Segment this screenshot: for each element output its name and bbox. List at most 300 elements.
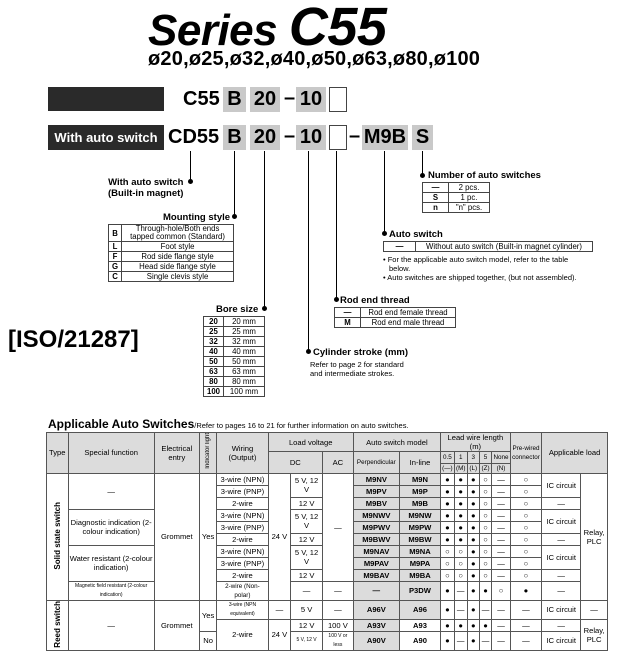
header-lead: Lead wire length (m) xyxy=(440,433,510,452)
auto-switch-value: Without auto switch (Built-in magnet cylinder) xyxy=(416,242,593,252)
lead-cell: ● xyxy=(467,569,479,581)
mount-value: Through-hole/Both ends tapped common (Standard) xyxy=(122,225,234,242)
lead-cell: — xyxy=(479,600,491,619)
table-row xyxy=(109,272,234,282)
lead-cell: ○ xyxy=(479,509,491,521)
code2-dash2: – xyxy=(349,125,361,147)
lead-cell: ● xyxy=(440,600,454,619)
code2-bore: 20 xyxy=(250,125,280,150)
load-relay: Relay, PLC xyxy=(581,619,608,650)
lead-cell: — xyxy=(492,473,511,485)
bore-value: 50 mm xyxy=(224,357,265,367)
leader-dot xyxy=(188,179,193,184)
special-cell: Diagnostic indication (2-colour indication) xyxy=(68,509,154,545)
dc-cell: — xyxy=(291,581,323,600)
leader-line xyxy=(336,151,337,299)
bore-value: 100 mm xyxy=(224,387,265,397)
dc-cell: 5 V, 12 V xyxy=(291,473,323,497)
iso-standard: [ISO/21287] xyxy=(8,326,139,353)
lead-cell: ● xyxy=(479,619,491,631)
indicator-yes: Yes xyxy=(199,473,216,600)
mount-key: C xyxy=(109,272,122,282)
code2-mount: B xyxy=(223,125,246,150)
table-row xyxy=(109,252,234,262)
mount-key: L xyxy=(109,242,122,252)
leader-dot xyxy=(382,231,387,236)
bore-size-table xyxy=(203,316,265,397)
series-title xyxy=(148,0,387,57)
ac-cell: — xyxy=(322,600,353,619)
switch-count-table xyxy=(422,182,490,213)
prewired-cell: ● xyxy=(510,581,541,600)
model-perp: A96V xyxy=(353,600,399,619)
model-inline: A90 xyxy=(399,631,440,650)
special-cell: Magnetic field resistant (2-colour indication) xyxy=(68,581,154,600)
lead-cell: ○ xyxy=(479,569,491,581)
lead-cell: — xyxy=(492,521,511,533)
lead-cell: ● xyxy=(467,631,479,650)
note-line: and intermediate strokes. xyxy=(310,369,395,378)
header-l05: 0.5 xyxy=(440,452,454,464)
code1-stroke: 10 xyxy=(296,87,326,112)
lead-cell: — xyxy=(492,619,511,631)
bore-key: 40 xyxy=(204,347,224,357)
count-value: "n" pcs. xyxy=(449,203,490,213)
mount-key: F xyxy=(109,252,122,262)
lead-cell: ● xyxy=(440,631,454,650)
lead-cell: — xyxy=(492,545,511,557)
model-perp: A90V xyxy=(353,631,399,650)
lead-cell: ○ xyxy=(454,545,467,557)
header-special: Special function xyxy=(68,433,154,474)
dc-cell: 12 V xyxy=(291,497,323,509)
wiring-cell: 2-wire (Non-polar) xyxy=(217,581,268,600)
model-inline: P3DW xyxy=(399,581,440,600)
note-line: Refer to page 2 for standard xyxy=(310,360,404,369)
lead-cell: — xyxy=(492,485,511,497)
ac-cell: — xyxy=(322,581,353,600)
prewired-cell: ○ xyxy=(510,545,541,557)
model-perp: M9NV xyxy=(353,473,399,485)
lead-cell: ○ xyxy=(479,521,491,533)
header-prewired: Pre-wired connector xyxy=(510,433,541,474)
code2-stroke: 10 xyxy=(296,125,326,150)
header-load-voltage: Load voltage xyxy=(268,433,353,452)
auto-switch-title: Auto switch xyxy=(389,229,443,240)
type-reed-cell xyxy=(47,600,69,650)
wiring-cell: 3-wire (NPN) xyxy=(217,509,268,521)
header-ac: AC xyxy=(322,452,353,474)
wiring-cell: 3-wire (NPN) xyxy=(217,473,268,485)
table-row xyxy=(47,600,608,619)
dc-24v: 24 V xyxy=(268,619,291,650)
lead-cell: ● xyxy=(440,619,454,631)
lead-cell: — xyxy=(454,631,467,650)
table-row xyxy=(204,377,265,387)
model-inline: M9NA xyxy=(399,545,440,557)
model-inline: M9NW xyxy=(399,509,440,521)
load-relay: Relay, PLC xyxy=(581,473,608,600)
mount-value: Rod side flange style xyxy=(122,252,234,262)
table-row xyxy=(109,242,234,252)
load-ic: IC circuit xyxy=(542,509,581,533)
lead-cell: — xyxy=(492,600,511,619)
table-row xyxy=(204,347,265,357)
ac-cell: 100 V xyxy=(322,619,353,631)
table-row xyxy=(423,203,490,213)
built-in-magnet-label xyxy=(108,177,183,199)
lead-cell: ● xyxy=(467,533,479,545)
bore-value: 25 mm xyxy=(224,327,265,337)
wiring-cell: 2-wire xyxy=(217,497,268,509)
bore-key: 80 xyxy=(204,377,224,387)
bore-value: 20 mm xyxy=(224,317,265,327)
lead-cell: — xyxy=(492,569,511,581)
table-row xyxy=(109,262,234,272)
header-perpendicular: Perpendicular xyxy=(353,452,399,474)
lead-cell: ○ xyxy=(479,545,491,557)
dc-cell: 5 V, 12 V xyxy=(291,631,323,650)
table-row xyxy=(47,473,608,485)
header-indicator xyxy=(199,433,216,474)
series-name: C55 xyxy=(288,0,387,57)
mounting-style-title: Mounting style xyxy=(163,212,231,223)
lead-cell: ● xyxy=(467,600,479,619)
with-auto-switch-badge: With auto switch xyxy=(48,125,164,150)
stroke-notes xyxy=(310,360,404,378)
code1-dash: – xyxy=(284,87,296,109)
code1-bore: 20 xyxy=(250,87,280,112)
note-line: • For the applicable auto switch model, refer to the table xyxy=(383,255,569,264)
lead-cell: ● xyxy=(467,557,479,569)
lead-cell: ○ xyxy=(479,533,491,545)
count-key: S xyxy=(423,193,449,203)
mount-key: G xyxy=(109,262,122,272)
blank-badge xyxy=(48,87,164,111)
prewired-cell: ○ xyxy=(510,569,541,581)
prewired-cell: ○ xyxy=(510,509,541,521)
wiring-cell: 3-wire (PNP) xyxy=(217,485,268,497)
mount-value: Single clevis style xyxy=(122,272,234,282)
header-l5-suffix: (Z) xyxy=(479,463,491,473)
bore-value: 32 mm xyxy=(224,337,265,347)
auto-switch-key: — xyxy=(384,242,416,252)
dc-cell: 5 V, 12 V xyxy=(291,509,323,533)
header-l3-suffix: (L) xyxy=(467,463,479,473)
load-ic: IC circuit xyxy=(542,545,581,569)
prewired-cell: ○ xyxy=(510,473,541,485)
lead-cell: — xyxy=(492,631,511,650)
load-dash: — xyxy=(542,619,581,631)
entry-grommet: Grommet xyxy=(154,473,199,600)
wiring-cell: 3-wire (PNP) xyxy=(217,521,268,533)
entry-grommet: Grommet xyxy=(154,600,199,650)
leader-line xyxy=(422,151,423,175)
header-dc: DC xyxy=(268,452,322,474)
lead-cell: — xyxy=(492,533,511,545)
header-entry: Electrical entry xyxy=(154,433,199,474)
lead-cell: ○ xyxy=(440,557,454,569)
load-ic: IC circuit xyxy=(542,631,581,650)
switch-table-ref: /Refer to pages 16 to 21 for further information on auto switches. xyxy=(194,421,409,430)
code2-dash1: – xyxy=(284,125,296,147)
model-inline: M9BW xyxy=(399,533,440,545)
bore-value: 63 mm xyxy=(224,367,265,377)
count-value: 2 pcs. xyxy=(449,183,490,193)
rod-value: Rod end female thread xyxy=(361,308,456,318)
bore-key: 100 xyxy=(204,387,224,397)
lead-cell: ● xyxy=(454,485,467,497)
lead-cell: ○ xyxy=(479,473,491,485)
lead-cell: ● xyxy=(479,581,491,600)
table-row xyxy=(335,318,456,328)
bore-value: 40 mm xyxy=(224,347,265,357)
model-perp: M9PAV xyxy=(353,557,399,569)
lead-cell: — xyxy=(454,581,467,600)
bore-size-title: Bore size xyxy=(216,304,259,315)
model-perp: — xyxy=(353,581,399,600)
header-lnone: None xyxy=(492,452,511,464)
wiring-cell: 3-wire (PNP) xyxy=(217,557,268,569)
wiring-cell: 3-wire (NPN equivalent) xyxy=(217,600,268,619)
prewired-cell: — xyxy=(510,600,541,619)
prewired-cell: — xyxy=(510,631,541,650)
indicator-yes: Yes xyxy=(199,600,216,631)
lead-cell: ● xyxy=(454,619,467,631)
lead-cell: ● xyxy=(454,521,467,533)
stroke-title: Cylinder stroke (mm) xyxy=(313,347,409,358)
prewired-cell: ○ xyxy=(510,497,541,509)
bore-key: 20 xyxy=(204,317,224,327)
load-dash: — xyxy=(542,581,581,600)
table-row xyxy=(423,183,490,193)
leader-line xyxy=(234,151,235,216)
lead-cell: ● xyxy=(440,521,454,533)
model-perp: M9BAV xyxy=(353,569,399,581)
lead-cell: ○ xyxy=(454,569,467,581)
leader-dot xyxy=(420,173,425,178)
code1-rod-end-box xyxy=(329,87,347,112)
special-cell: — xyxy=(68,473,154,509)
switch-table-title xyxy=(48,417,409,431)
table-row xyxy=(204,317,265,327)
lead-cell: ● xyxy=(440,473,454,485)
rod-value: Rod end male thread xyxy=(361,318,456,328)
header-wiring: Wiring (Output) xyxy=(217,433,268,474)
lead-cell: ● xyxy=(467,545,479,557)
dc-cell: 5 V xyxy=(291,600,323,619)
header-type: Type xyxy=(47,433,69,474)
lead-cell: ● xyxy=(440,581,454,600)
prewired-cell: ○ xyxy=(510,557,541,569)
lead-cell: ○ xyxy=(479,497,491,509)
mount-key: B xyxy=(109,225,122,242)
table-row xyxy=(423,193,490,203)
type-solid-label: Solid state switch xyxy=(52,501,62,570)
lead-cell: ○ xyxy=(479,557,491,569)
auto-switch-spec-table xyxy=(46,432,608,651)
leader-line xyxy=(384,151,385,233)
prewired-cell: ○ xyxy=(510,485,541,497)
switch-table-title-text: Applicable Auto Switches xyxy=(48,417,195,431)
note-line: • Auto switches are shipped together, (but not assembled). xyxy=(383,273,577,282)
dc-cell: 5 V, 12 V xyxy=(291,545,323,569)
count-value: 1 pc. xyxy=(449,193,490,203)
lead-cell: ● xyxy=(467,485,479,497)
code2-rod-end-box xyxy=(329,125,347,150)
model-perp: M9BV xyxy=(353,497,399,509)
table-row xyxy=(204,357,265,367)
model-inline: M9P xyxy=(399,485,440,497)
prewired-cell: ○ xyxy=(510,533,541,545)
lead-cell: ● xyxy=(467,619,479,631)
model-inline: A96 xyxy=(399,600,440,619)
dc-cell: 12 V xyxy=(291,533,323,545)
bore-key: 25 xyxy=(204,327,224,337)
indicator-no: No xyxy=(199,631,216,650)
lead-cell: ● xyxy=(454,497,467,509)
table-row xyxy=(204,387,265,397)
lead-cell: ● xyxy=(440,485,454,497)
model-inline: M9N xyxy=(399,473,440,485)
table-row xyxy=(204,337,265,347)
lead-cell: ○ xyxy=(479,485,491,497)
lead-cell: ○ xyxy=(440,545,454,557)
special-cell: Water resistant (2-colour indication) xyxy=(68,545,154,581)
type-reed-label: Reed switch xyxy=(52,600,62,648)
lead-cell: ○ xyxy=(440,569,454,581)
built-in-magnet-line2: (Built-in magnet) xyxy=(108,188,184,199)
header-l3: 3 xyxy=(467,452,479,464)
count-key: — xyxy=(423,183,449,193)
table-row xyxy=(335,308,456,318)
table-row xyxy=(384,242,593,252)
lead-cell: — xyxy=(454,600,467,619)
header-model: Auto switch model xyxy=(353,433,440,452)
lead-cell: ● xyxy=(454,473,467,485)
table-row xyxy=(204,367,265,377)
rod-key: M xyxy=(335,318,361,328)
bore-list: ø20,ø25,ø32,ø40,ø50,ø63,ø80,ø100 xyxy=(148,48,481,70)
model-perp: M9NAV xyxy=(353,545,399,557)
load-ic: IC circuit xyxy=(542,473,581,497)
lead-cell: — xyxy=(492,509,511,521)
dc-cell: 12 V xyxy=(291,619,323,631)
table-row xyxy=(204,327,265,337)
mount-value: Foot style xyxy=(122,242,234,252)
code1-prefix: C55 xyxy=(183,88,220,110)
note-line: below. xyxy=(389,264,411,273)
header-l1-suffix: (M) xyxy=(455,464,466,472)
wiring-cell: 2-wire xyxy=(217,619,268,650)
wiring-cell: 2-wire xyxy=(217,533,268,545)
code1-mount: B xyxy=(223,87,246,112)
bore-key: 32 xyxy=(204,337,224,347)
model-perp: M9PV xyxy=(353,485,399,497)
header-l1: 1 xyxy=(454,452,467,464)
load-dash: — xyxy=(581,600,608,619)
lead-cell: ● xyxy=(440,533,454,545)
mount-value: Head side flange style xyxy=(122,262,234,272)
dc-cell: 12 V xyxy=(291,569,323,581)
lead-cell: ● xyxy=(467,581,479,600)
lead-cell: ● xyxy=(454,509,467,521)
leader-dot xyxy=(306,349,311,354)
table-row xyxy=(47,581,608,600)
type-solid-cell xyxy=(47,473,69,600)
table-row xyxy=(109,225,234,242)
rod-end-title: Rod end thread xyxy=(340,295,410,306)
load-dash: — xyxy=(542,533,581,545)
bore-key: 50 xyxy=(204,357,224,367)
lead-cell: ● xyxy=(467,473,479,485)
lead-cell: ● xyxy=(467,509,479,521)
model-perp: M9PWV xyxy=(353,521,399,533)
leader-line xyxy=(190,151,191,181)
header-load: Applicable load xyxy=(542,433,608,474)
wiring-cell: 3-wire (NPN) xyxy=(217,545,268,557)
header-l5: 5 xyxy=(479,452,491,464)
leader-dot xyxy=(262,306,267,311)
wiring-cell: 2-wire xyxy=(217,569,268,581)
lead-cell: ● xyxy=(440,497,454,509)
lead-cell: ● xyxy=(467,497,479,509)
lead-cell: — xyxy=(492,557,511,569)
ac-cell: — xyxy=(322,473,353,581)
prewired-cell: — xyxy=(510,619,541,631)
load-dash: — xyxy=(542,497,581,509)
ac-cell: 100 V or less xyxy=(322,631,353,650)
count-key: n xyxy=(423,203,449,213)
model-inline: M9PW xyxy=(399,521,440,533)
lead-cell: ● xyxy=(440,509,454,521)
lead-cell: — xyxy=(479,631,491,650)
code2-switch: M9B xyxy=(363,126,407,148)
special-cell: — xyxy=(68,600,154,650)
header-l05-suffix: (—) xyxy=(442,464,453,472)
header-lnone-suffix: (N) xyxy=(492,463,511,473)
bore-value: 80 mm xyxy=(224,377,265,387)
load-ic: IC circuit xyxy=(542,600,581,619)
lead-cell: ● xyxy=(454,533,467,545)
header-inline: In-line xyxy=(399,452,440,474)
lead-cell: ● xyxy=(467,521,479,533)
prewired-cell: ○ xyxy=(510,521,541,533)
leader-line xyxy=(264,151,265,308)
auto-switch-table xyxy=(383,241,593,252)
leader-dot xyxy=(334,297,339,302)
bore-key: 63 xyxy=(204,367,224,377)
series-prefix: Series xyxy=(148,6,289,55)
auto-switch-notes xyxy=(383,255,577,282)
dc-cell: — xyxy=(268,600,291,619)
model-inline: M9PA xyxy=(399,557,440,569)
mounting-style-table xyxy=(108,224,234,282)
lead-cell: — xyxy=(492,497,511,509)
model-perp: A93V xyxy=(353,619,399,631)
lead-cell: ○ xyxy=(492,581,511,600)
model-perp: M9NWV xyxy=(353,509,399,521)
model-inline: M9BA xyxy=(399,569,440,581)
model-inline: A93 xyxy=(399,619,440,631)
leader-line xyxy=(308,151,309,351)
load-dash: — xyxy=(542,569,581,581)
lead-cell: ○ xyxy=(454,557,467,569)
model-inline: M9B xyxy=(399,497,440,509)
code2-prefix: CD55 xyxy=(168,126,220,148)
code2-count: S xyxy=(412,125,433,150)
rod-key: — xyxy=(335,308,361,318)
